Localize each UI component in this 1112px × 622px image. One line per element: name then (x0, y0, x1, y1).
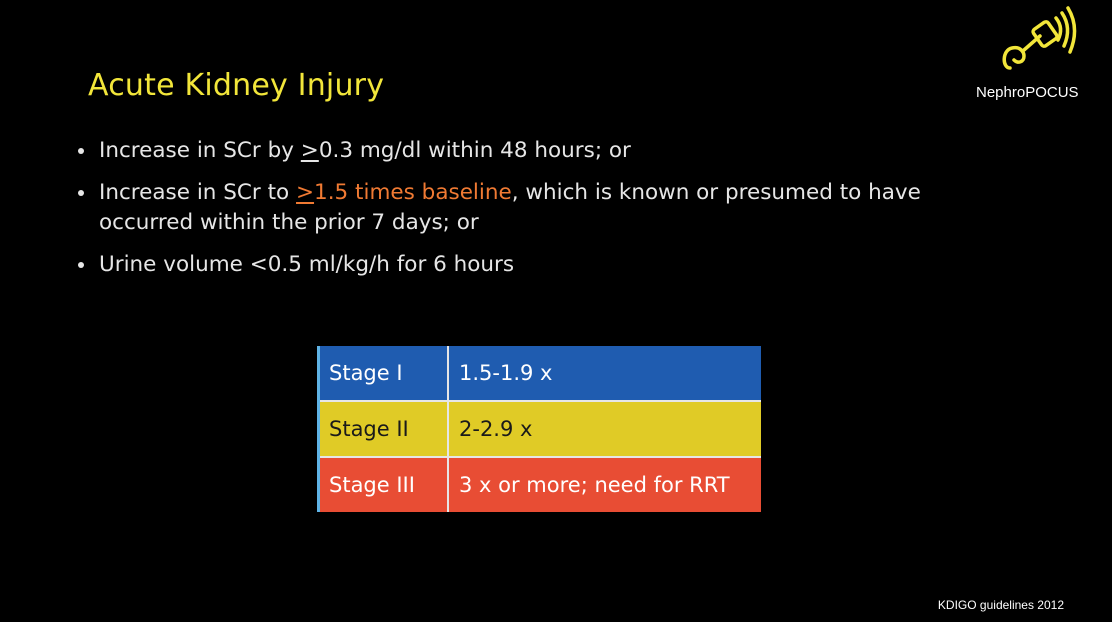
logo-text: NephroPOCUS (976, 84, 1079, 101)
bullet-item (76, 250, 996, 280)
bullet-text: Increase in SCr by (99, 138, 301, 163)
footer-citation: KDIGO guidelines 2012 (937, 598, 1064, 612)
stage-label: Stage II (319, 401, 449, 457)
bullet-dot-icon (78, 190, 84, 196)
bullet-text: Urine volume <0.5 ml/kg/h for 6 hours (99, 252, 515, 277)
bullet-text: Increase in SCr to (99, 180, 297, 205)
bullet-text: > (300, 138, 319, 163)
ultrasound-probe-icon (1000, 6, 1080, 78)
stage-label: Stage I (319, 346, 449, 401)
stage-value: 3 x or more; need for RRT (448, 457, 761, 512)
bullet-text: 0.3 mg/dl within 48 hours; or (318, 138, 631, 163)
bullet-dot-icon (78, 262, 84, 268)
bullet-text: 1.5 times baseline (314, 180, 512, 205)
bullet-text: > (296, 180, 315, 205)
bullet-item (76, 178, 996, 238)
stage-value: 1.5-1.9 x (459, 361, 553, 385)
stage-label: Stage III (319, 457, 449, 512)
slide-title: Acute Kidney Injury (88, 68, 385, 103)
bullet-list (76, 136, 996, 292)
stage-table-body (319, 346, 762, 512)
stage-row (319, 401, 762, 457)
bullet-text: , which is known or presumed to have occurred within the prior 7 days; or (99, 180, 921, 235)
aki-stage-table (317, 346, 761, 512)
stage-row (319, 346, 762, 401)
bullet-item (76, 136, 996, 166)
bullet-dot-icon (78, 148, 84, 154)
nephropocus-logo (972, 6, 1106, 100)
stage-row (319, 457, 762, 512)
stage-value: 2-2.9 x (448, 401, 761, 457)
